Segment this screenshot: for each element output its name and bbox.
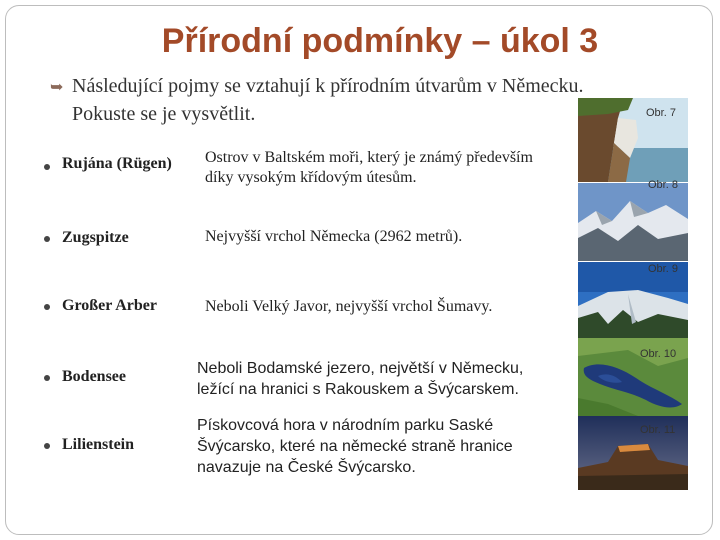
slide-title: Přírodní podmínky – úkol 3 bbox=[161, 22, 599, 60]
bullet-dot bbox=[44, 443, 50, 449]
term-lilienstein: Lilienstein bbox=[62, 436, 135, 453]
image-label-8: Obr. 8 bbox=[648, 179, 678, 191]
intro-line-2: Pokuste se je vysvětlit. bbox=[72, 103, 256, 125]
term-bodensee: Bodensee bbox=[62, 368, 126, 385]
desc-grosser-arber: Neboli Velký Javor, nejvyšší vrchol Šumavy. bbox=[205, 298, 493, 315]
image-label-11: Obr. 11 bbox=[640, 424, 676, 436]
bullet-dot bbox=[44, 236, 50, 242]
bullet-dot bbox=[44, 375, 50, 381]
bullet-dot bbox=[44, 304, 50, 310]
term-rugen: Rujána (Rügen) bbox=[62, 155, 172, 172]
image-label-7: Obr. 7 bbox=[646, 107, 676, 119]
zugspitze-image bbox=[578, 183, 688, 261]
image-label-10: Obr. 10 bbox=[640, 348, 677, 360]
desc-zugspitze: Nejvyšší vrchol Německa (2962 metrů). bbox=[205, 228, 463, 245]
desc-bodensee: Neboli Bodamské jezero, největší v Německu, ležící na hranici s Rakouskem a Švýcarskem. bbox=[197, 360, 524, 398]
term-zugspitze: Zugspitze bbox=[62, 229, 129, 246]
desc-lilienstein: Pískovcová hora v národním parku Saské Švýcarsko, které na německé straně hranice navazuje na České Švýcarsko. bbox=[197, 417, 513, 476]
desc-rugen: Ostrov v Baltském moři, který je známý především díky vysokým křídovým útesům. bbox=[205, 149, 533, 186]
image-label-9: Obr. 9 bbox=[648, 263, 678, 275]
arrow-bullet-icon: ➥ bbox=[50, 79, 64, 96]
intro-line-1: Následující pojmy se vztahují k přírodním útvarům v Německu. bbox=[72, 75, 584, 97]
intro-text bbox=[50, 73, 584, 127]
bullet-dot bbox=[44, 164, 50, 170]
term-grosser-arber: Großer Arber bbox=[62, 297, 157, 314]
